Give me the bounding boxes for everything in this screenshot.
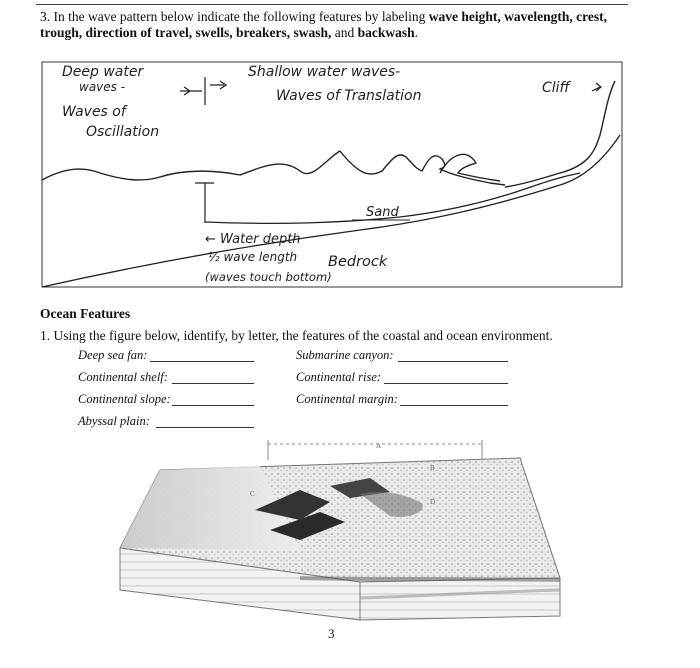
oscillation-label-2: Oscillation — [86, 124, 160, 140]
arrow-right-icon — [210, 81, 226, 89]
page-number: 3 — [328, 626, 335, 641]
deep-sea-fan-blank[interactable] — [150, 361, 254, 362]
label-d: D — [430, 498, 436, 506]
continental-shelf-label: Continental shelf: — [78, 370, 168, 384]
label-c: C — [250, 490, 255, 498]
deep-water-label: Deep water — [62, 64, 144, 80]
oscillation-label-1: Waves of — [62, 104, 126, 120]
shallow-water-label: Shallow water waves- — [248, 64, 401, 80]
water-surface-wave — [42, 151, 505, 185]
question-3-intro: In the wave pattern below indicate the following features by labeling — [53, 9, 429, 24]
arrow-left-icon — [180, 87, 202, 95]
abyssal-plain-label: Abyssal plain: — [78, 414, 150, 428]
continental-shelf-blank[interactable] — [172, 383, 254, 384]
question-3-terms-1: wave height, wavelength, crest, — [428, 9, 607, 24]
ocean-floor-block-diagram — [0, 430, 700, 630]
half-wavelength-label: ½ wave length — [208, 250, 298, 264]
cliff-arrow-icon — [592, 83, 601, 91]
waves-touch-bottom-label: (waves touch bottom) — [205, 270, 332, 284]
cliff-outline — [505, 81, 615, 187]
question-3-period: . — [414, 25, 419, 40]
water-depth-label: ← Water depth — [205, 232, 301, 247]
sediment-layer — [300, 578, 560, 580]
question-3-number: 3. — [40, 9, 51, 24]
submarine-canyon-blank[interactable] — [398, 361, 508, 362]
ocean-question-1: 1. Using the figure below, identify, by letter, the features of the coastal and ocean environment. — [40, 328, 553, 343]
submarine-canyon-label: Submarine canyon: — [296, 348, 394, 362]
continental-slope-label: Continental slope: — [78, 392, 171, 406]
continental-slope-blank[interactable] — [172, 405, 254, 406]
cliff-label: Cliff — [542, 80, 570, 96]
continental-rise-label: Continental rise: — [296, 370, 382, 384]
breaking-wave-curl — [440, 154, 500, 181]
block-side-face — [360, 578, 560, 620]
question-3-last-term: backwash — [357, 25, 415, 40]
ocean-features-heading: Ocean Features — [40, 306, 131, 321]
continental-rise-blank[interactable] — [384, 383, 508, 384]
sand-label: Sand — [366, 205, 399, 220]
translation-label: Waves of Translation — [276, 88, 422, 104]
deep-sea-fan-label: Deep sea fan: — [78, 348, 148, 362]
question-3-and: and — [331, 25, 358, 40]
abyssal-plain-blank[interactable] — [156, 427, 254, 428]
question-3-terms-2: trough, direction of travel, swells, breakers, swash, — [40, 25, 332, 40]
bedrock-label: Bedrock — [328, 254, 388, 270]
top-rule — [36, 4, 628, 5]
deep-water-label-2: waves - — [79, 80, 126, 94]
label-a: A — [376, 442, 382, 450]
direction-arrows — [178, 61, 207, 74]
question-3 — [40, 9, 640, 41]
continental-margin-label: Continental margin: — [296, 392, 398, 406]
label-b: B — [430, 464, 435, 472]
continental-margin-blank[interactable] — [400, 405, 508, 406]
